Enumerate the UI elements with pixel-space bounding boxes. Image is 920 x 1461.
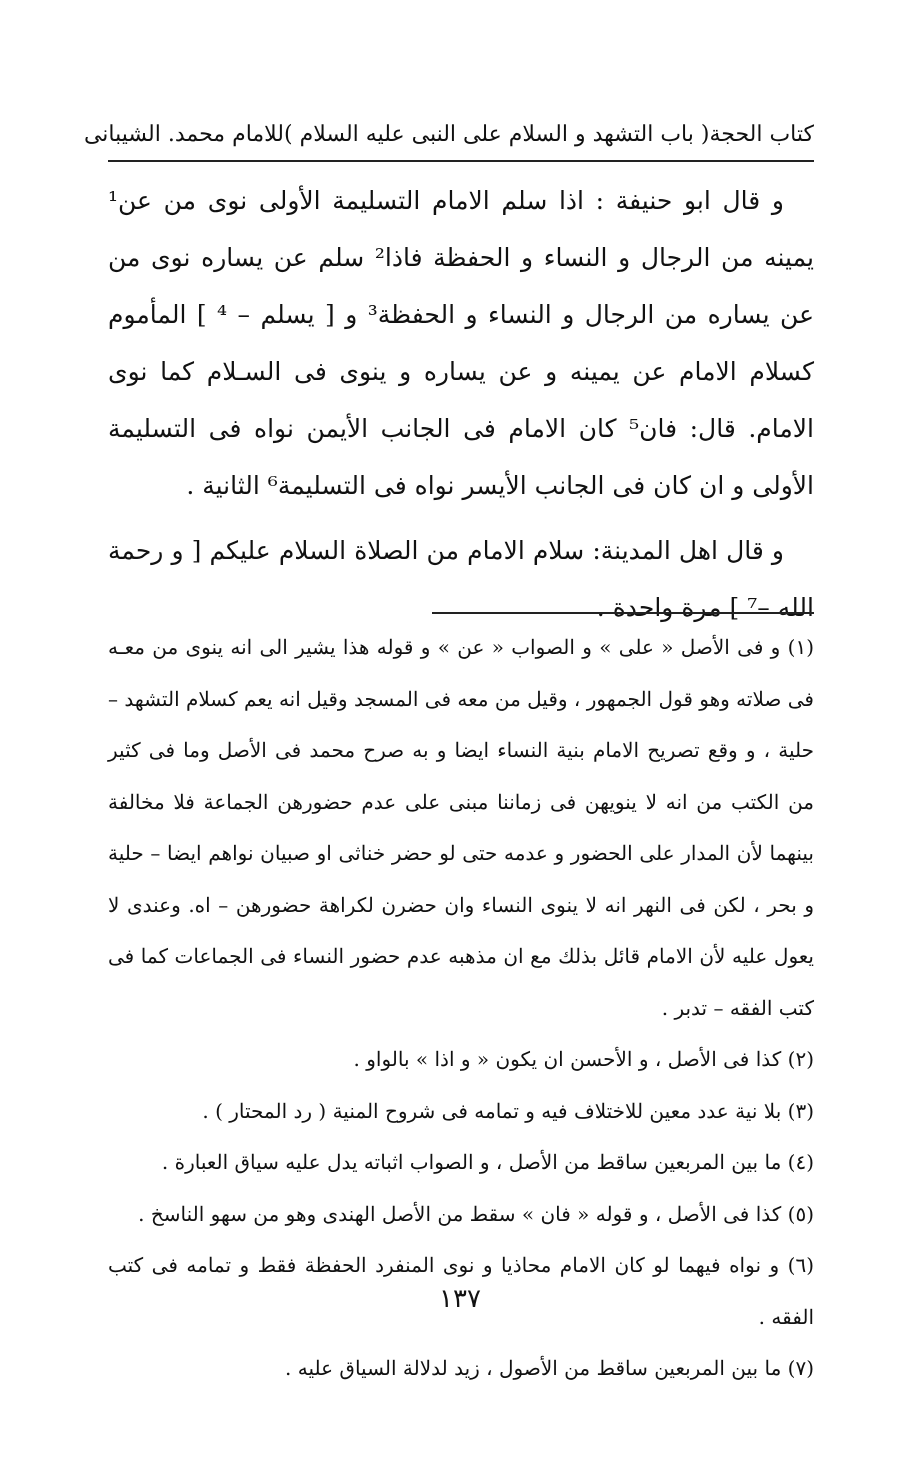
footnote-5: (٥) كذا فى الأصل ، و قوله « فان » سقط من الأصل الهندى وهو من سهو الناسخ . xyxy=(138,1201,814,1226)
main-paragraph: و قال اهل المدينة: سلام الامام من الصلاة السلام عليكم [ و رحمة الله –⁷ ] مرة واحدة . xyxy=(108,536,814,622)
main-paragraph: و قال ابو حنيفة : اذا سلم الامام التسليمة الأولى نوى من عن¹ يمينه من الرجال و النساء و الحفظة فاذا² سلم عن يساره نوى من عن يساره من الرجال و النساء و الحفظة³ و [ يسلم – ⁴ ] المأموم كسلام الامام عن يمينه و عن يساره و ينوى فى السـلام كما نوى الامام. قال: فان⁵ كان الامام فى الجانب الأيمن نواه فى التسليمة الأولى و ان كان فى الجانب الأيسر نواه فى التسليمة⁶ الثانية . xyxy=(108,186,814,500)
footnote-3: (٣) بلا نية عدد معين للاختلاف فيه و تمامه فى شروح المنية ( رد المحتار ) . xyxy=(202,1098,814,1123)
author-name: للامام محمد. الشيبانى xyxy=(83,121,285,147)
footnote-divider xyxy=(432,612,814,614)
page-number: ١٣٧ xyxy=(439,1284,481,1314)
footnote-4: (٤) ما بين المربعين ساقط من الأصل ، و الصواب اثباته يدل عليه سياق العبارة . xyxy=(161,1150,814,1174)
footnotes xyxy=(108,622,814,1395)
chapter-title: ( باب التشهد و السلام على النبى عليه السلام ) xyxy=(284,121,710,147)
book-title: كتاب الحجة xyxy=(709,121,814,147)
footnote-7: (٧) ما بين المربعين ساقط من الأصول ، زيد لدلالة السياق عليه . xyxy=(285,1356,814,1380)
footnote-2: (٢) كذا فى الأصل ، و الأحسن ان يكون « و اذا » بالواو . xyxy=(353,1047,814,1071)
main-text xyxy=(108,172,814,636)
running-header xyxy=(83,112,814,156)
header-divider xyxy=(108,160,814,162)
footnote-1: (١) و فى الأصل « على » و الصواب « عن » و قوله هذا يشير الى انه ينوى من معـه فى صلاته وهو قول الجمهور ، وقيل من معه فى المسجد وقيل انه يعم كسلام التشهد – حلية ، و وقع تصريح الامام بنية النساء ايضا و به صرح محمد فى الأصل وما فى كثير من الكتب من انه لا ينويهن فى زماننا مبنى على عدم حضورهن الجماعة فلا مخالفة بينهما لأن المدار على الحضور و عدمه حتى لو حضر خناثى او صبيان نواهم ايضا – حلية و بحر ، لكن فى النهر انه لا ينوى النساء وان حضرن لكراهة حضورهن – اه. وعندى لا يعول عليه لأن الامام قائل بذلك مع ان مذهبه عدم حضور النساء فى الجماعات كما فى كتب الفقه – تدبر . xyxy=(108,635,815,1020)
footnote-6: (٦) و نواه فيهما لو كان الامام محاذيا و نوى المنفرد الحفظة فقط و تمامه فى كتب الفقه . xyxy=(108,1253,814,1329)
